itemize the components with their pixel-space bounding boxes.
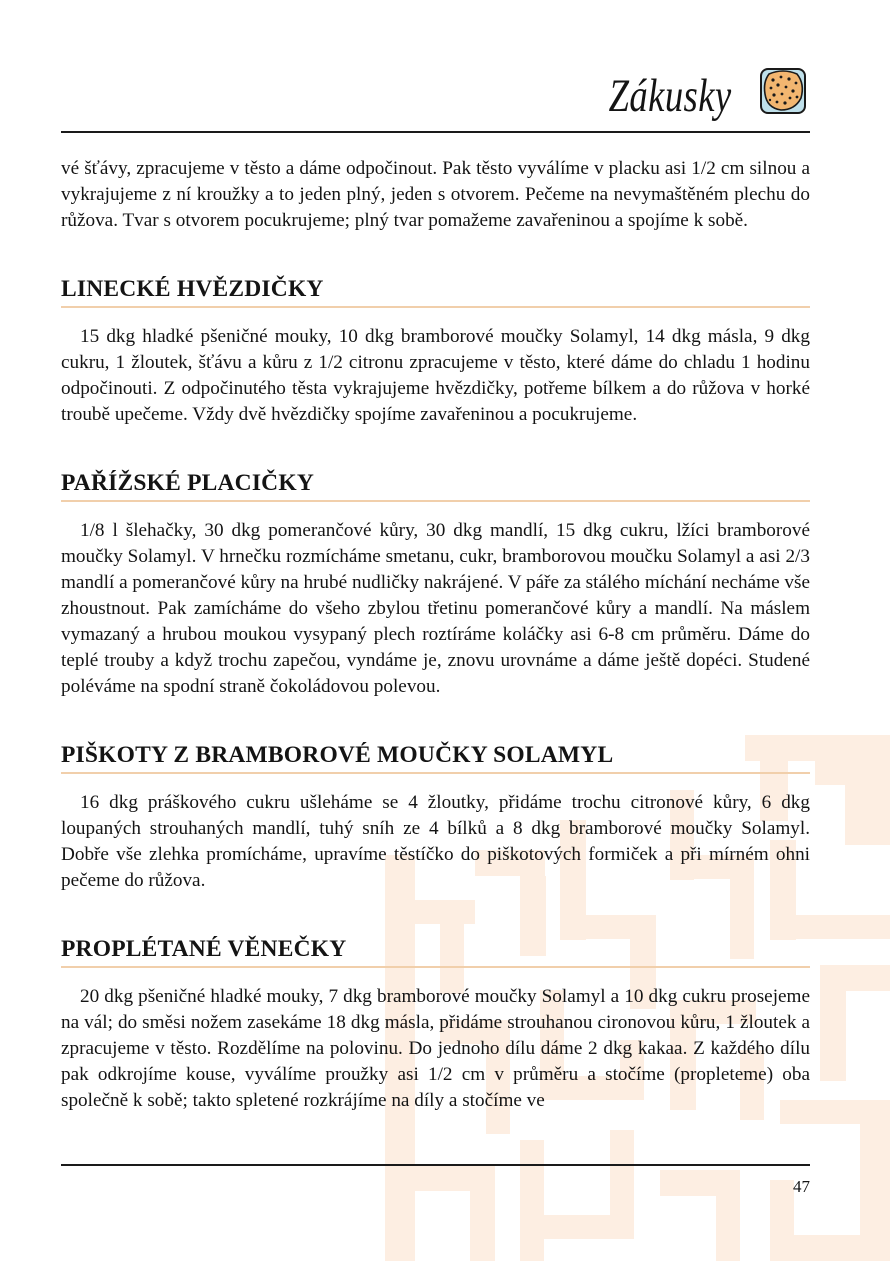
recipe-text: 20 dkg pšeničné hladké mouky, 7 dkg bramborové moučky Solamyl a 10 dkg cukru prosejeme na vál; do směsi nožem zasekáme 18 dkg másla, přidáme strouhanou cironovou kůru, 1 žloutek a zpracujeme v těsto. Rozdělíme na polovinu. Do jednoho dílu dáme 2 dkg kakaa. Z každého dílu pak odkrojíme kouse, vyválíme proužky asi 1/2 cm v průměru a stočíme (propleteme) oba společně k sobě; takto spletené rozkrájíme na díly a stočíme ve bbox=[61, 986, 810, 1111]
page-header bbox=[61, 62, 810, 132]
recipe-text: 16 dkg práškového cukru ušleháme se 4 žloutky, přidáme trochu citronové kůry, 6 dkg loupaných strouhaných mandlí, tuhý sníh ze 4 bílků a 8 dkg bramborové moučky Solamyl. Dobře vše zlehka promícháme, upravíme těstíčko do piškotových formiček a při mírném ohni pečeme do růžova. bbox=[61, 792, 810, 891]
recipe-text: 15 dkg hladké pšeničné mouky, 10 dkg bramborové moučky Solamyl, 14 dkg másla, 9 dkg cukru, 1 žloutek, šťávu a kůru z 1/2 citronu zpracujeme v těsto, které dáme do chladu 1 hodinu odpočinouti. Z odpočinutého těsta vykrajujeme hvězdičky, potřeme bílkem a do růžova v horké troubě upečeme. Vždy dvě hvězdičky spojíme zavařeninou a pocukrujeme. bbox=[61, 326, 810, 425]
page-content bbox=[61, 156, 810, 1154]
recipe-text: 1/8 l šlehačky, 30 dkg pomerančové kůry, 30 dkg mandlí, 15 dkg cukru, lžíci bramborové moučky Solamyl. V hrnečku rozmícháme smetanu, cukr, bramborovou moučku Solamyl a asi 2/3 mandlí a pomerančové kůry na hrubé nudličky nakrájené. V páře za stálého míchání necháme vše zhoustnout. Pak zamícháme do všeho zbylou třetinu pomerančové kůry a mandlí. Na máslem vymazaný a hrubou moukou vysypaný plech roztíráme koláčky asi 6-8 cm průměru. Dáme do teplé trouby a když trochu zapečou, vyndáme je, znovu urovnáme a dáme ještě dopéci. Studené poléváme na spodní straně čokoládovou polevou. bbox=[61, 520, 810, 697]
recipe-title: LINECKÉ HVĚZDIČKY bbox=[61, 274, 810, 308]
cookie-icon bbox=[759, 66, 807, 116]
recipe-title: PAŘÍŽSKÉ PLACIČKY bbox=[61, 468, 810, 502]
recipe-title: PROPLÉTANÉ VĚNEČKY bbox=[61, 934, 810, 968]
footer-rule bbox=[61, 1164, 810, 1166]
intro-paragraph: vé šťávy, zpracujeme v těsto a dáme odpočinout. Pak těsto vyválíme v placku asi 1/2 cm silnou a vykrajujeme z ní kroužky a to jeden plný, jeden s otvorem. Pečeme na nevymaštěném plechu do růžova. Tvar s otvorem pocukrujeme; plný tvar pomažeme zavařeninou a spojíme k sobě. bbox=[61, 158, 810, 231]
recipe-title: PIŠKOTY Z BRAMBOROVÉ MOUČKY SOLAMYL bbox=[61, 740, 810, 774]
page-number: 47 bbox=[793, 1177, 810, 1196]
header-rule bbox=[61, 131, 810, 133]
chapter-title: Zákusky bbox=[609, 70, 732, 122]
